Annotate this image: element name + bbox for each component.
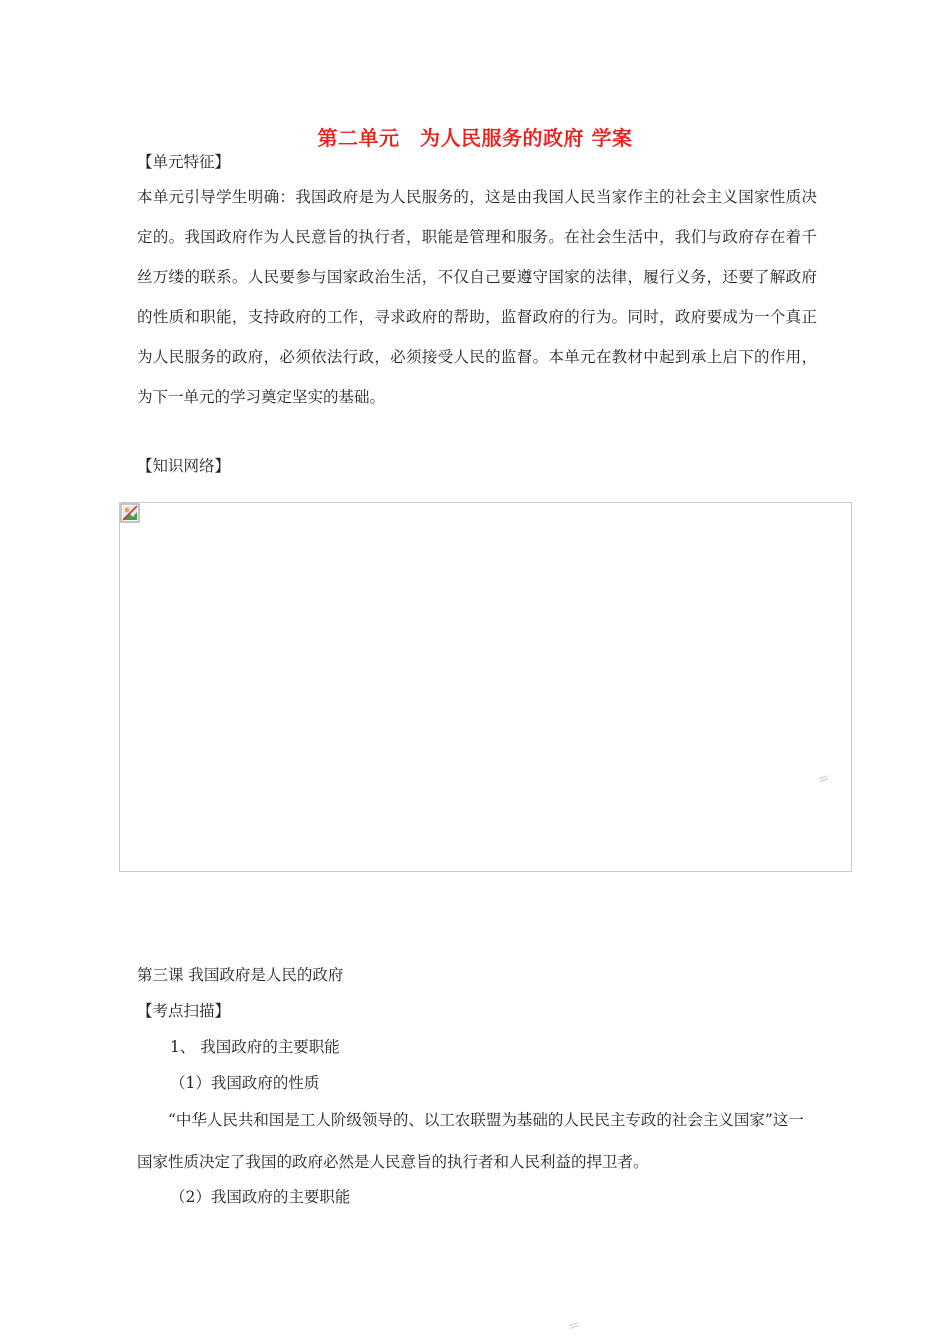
- section-heading-exam-scan: 【考点扫描】: [137, 1002, 231, 1020]
- quote-paragraph: “中华人民共和国是工人阶级领导的、以工农联盟为基础的人民民主专政的社会主义国家”这一国家性质决定了我国的政府必然是人民意旨的执行者和人民利益的捍卫者。: [137, 1111, 804, 1171]
- item-1-heading: 1、 我国政府的主要职能: [170, 1038, 340, 1056]
- faint-watermark-mark: =: [815, 769, 833, 789]
- broken-image-icon: [120, 503, 140, 523]
- subitem-2-heading: （2）我国政府的主要职能: [170, 1188, 351, 1206]
- faint-footer-mark: =: [565, 1316, 583, 1336]
- section-heading-knowledge-network: 【知识网络】: [137, 457, 231, 475]
- intro-paragraph: 本单元引导学生明确：我国政府是为人民服务的，这是由我国人民当家作主的社会主义国家性质决定的。我国政府作为人民意旨的执行者，职能是管理和服务。在社会生活中，我们与政府存在着千丝万缕的联系。人民要参与国家政治生活，不仅自己要遵守国家的法律，履行义务，还要了解政府的性质和职能，支持政府的工作，寻求政府的帮助，监督政府的行为。同时，政府要成为一个真正为人民服务的政府，必须依法行政，必须接受人民的监督。本单元在教材中起到承上启下的作用，为下一单元的学习奠定坚实的基础。: [137, 188, 817, 406]
- subitem-1-heading: （1）我国政府的性质: [170, 1074, 320, 1092]
- document-title: 第二单元 为人民服务的政府 学案: [317, 126, 633, 150]
- section-heading-unit-features: 【单元特征】: [137, 153, 231, 171]
- knowledge-network-figure: [119, 502, 852, 872]
- lesson-title: 第三课 我国政府是人民的政府: [137, 966, 344, 984]
